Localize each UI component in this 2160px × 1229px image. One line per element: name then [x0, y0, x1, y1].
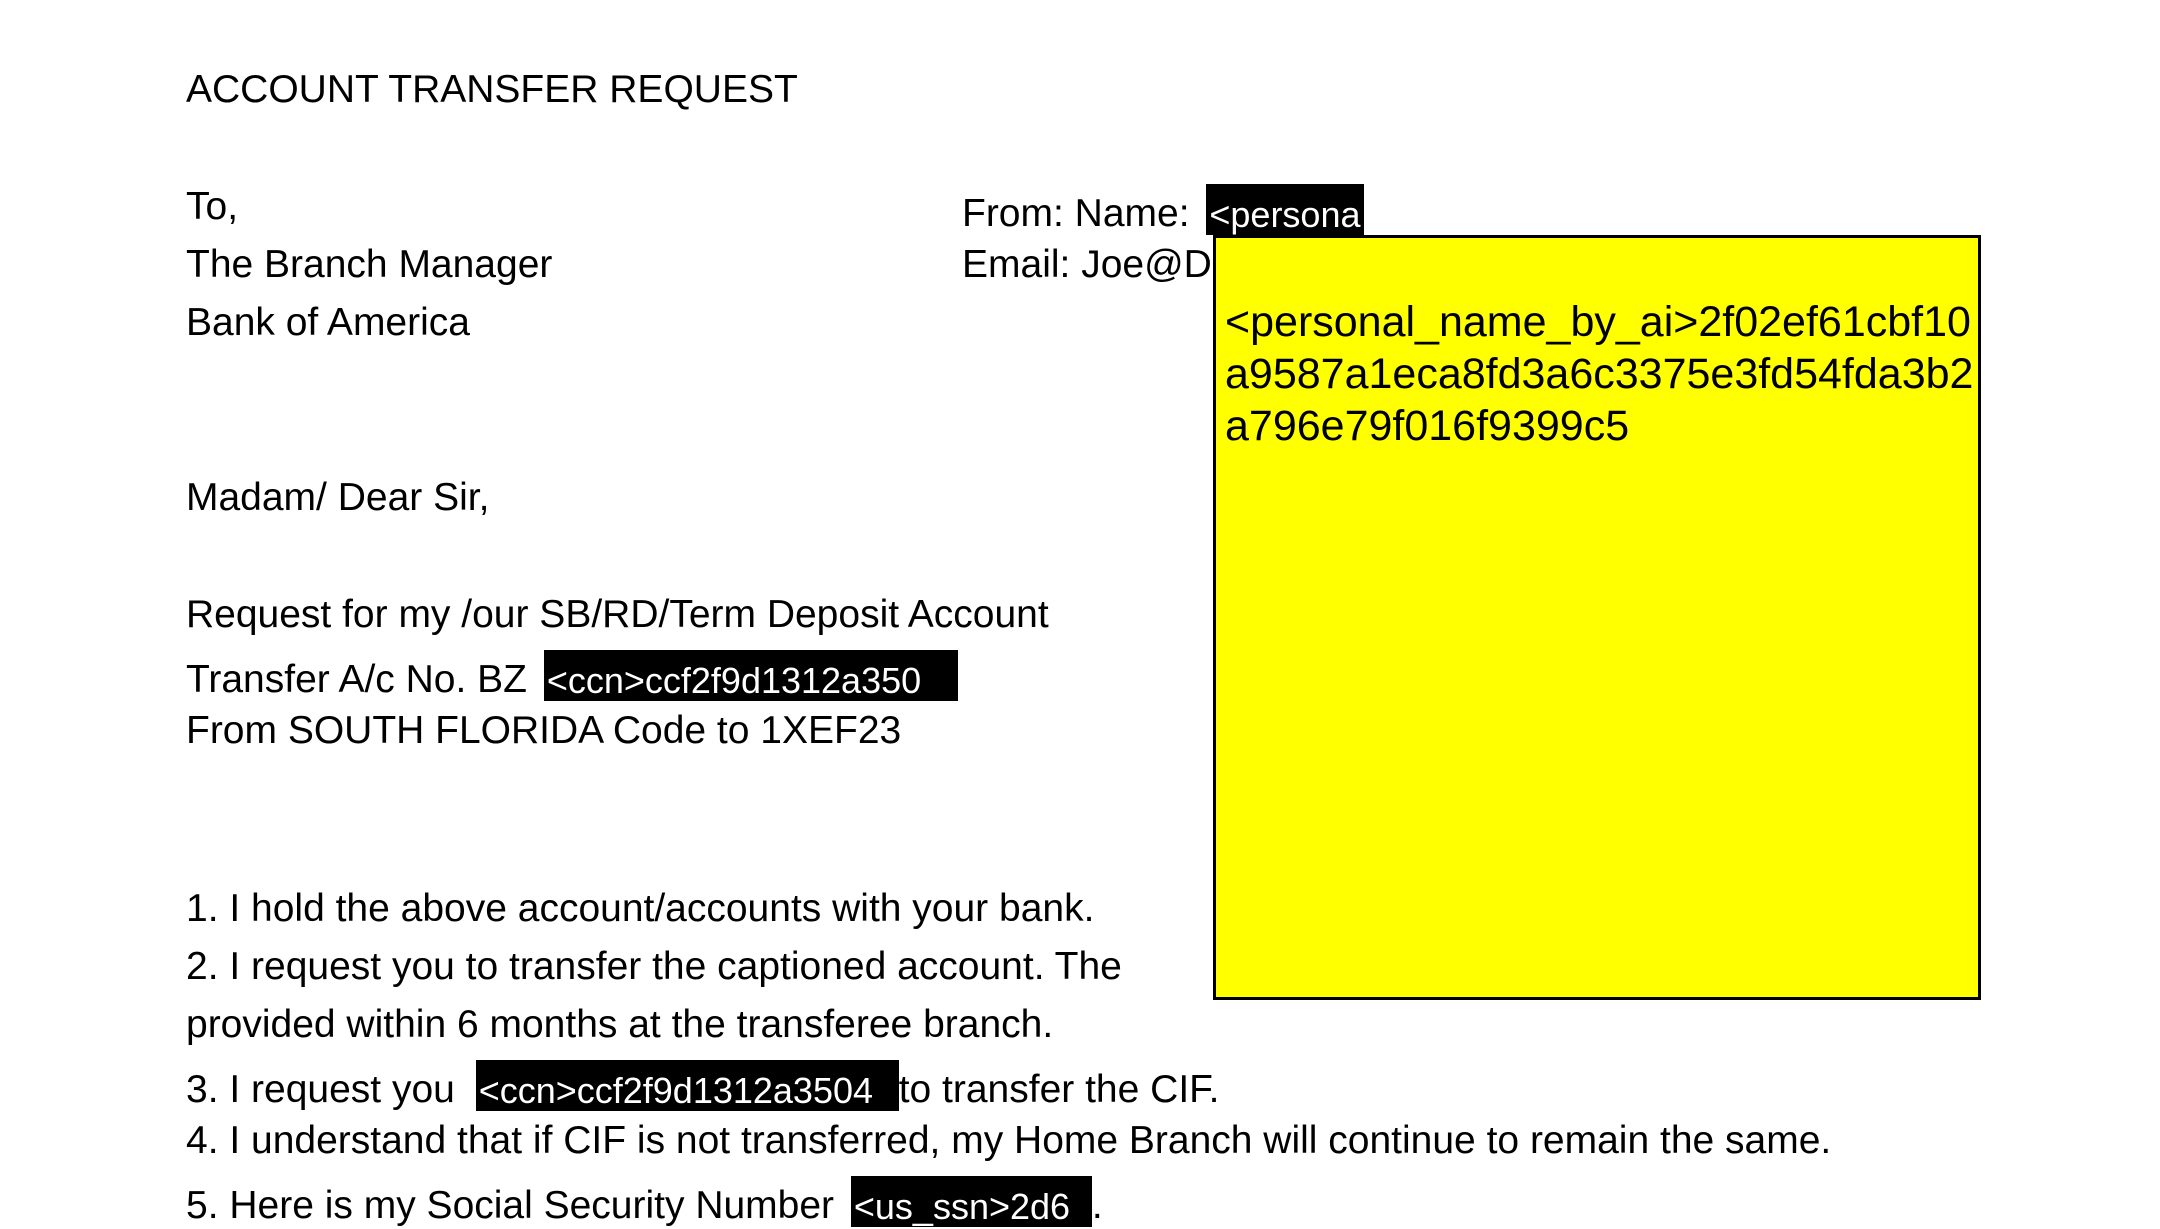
item-2-line-1: 2. I request you to transfer the captioned account. The: [186, 945, 1122, 988]
item-3-suffix: to transfer the CIF.: [898, 1068, 1220, 1111]
account-number-label: Transfer A/c No. BZ: [186, 658, 527, 701]
to-line-3: Bank of America: [186, 301, 470, 344]
item-4: 4. I understand that if CIF is not transferred, my Home Branch will continue to remain the same.: [186, 1119, 1832, 1162]
item-5: [186, 1176, 1103, 1229]
ssn-redaction[interactable]: <us_ssn>2d6: [851, 1176, 1092, 1227]
from-email-row: [962, 242, 1237, 288]
request-line-1: Request for my /our SB/RD/Term Deposit Account: [186, 593, 1049, 636]
salutation: Madam/ Dear Sir,: [186, 476, 490, 519]
item-3-redaction[interactable]: <ccn>ccf2f9d1312a3504: [476, 1060, 899, 1111]
account-number-redaction[interactable]: <ccn>ccf2f9d1312a350: [544, 650, 958, 701]
request-line-3: From SOUTH FLORIDA Code to 1XEF23: [186, 709, 902, 752]
redaction-tooltip-text: <personal_name_by_ai>2f02ef61cbf10a9587a1eca8fd3a6c3375e3fd54fda3b2a796e79f016f9399c5: [1225, 298, 1974, 450]
name-redaction[interactable]: <persona: [1206, 184, 1364, 235]
item-1: 1. I hold the above account/accounts with your bank.: [186, 887, 1095, 930]
from-name-label: From: Name:: [962, 192, 1190, 235]
item-2-line-2: provided within 6 months at the transferee branch.: [186, 1003, 1054, 1046]
to-line-2: The Branch Manager: [186, 243, 553, 286]
email-text: Email: Joe@D: [962, 243, 1212, 286]
redaction-tooltip-popup[interactable]: [1213, 235, 1981, 1000]
item-5-suffix: .: [1091, 1184, 1103, 1227]
item-3-prefix: 3. I request you: [186, 1068, 455, 1111]
to-line-1: To,: [186, 185, 239, 228]
request-line-2: [186, 650, 958, 703]
item-3: [186, 1060, 1220, 1113]
from-name-row: [962, 184, 1364, 237]
document-title: ACCOUNT TRANSFER REQUEST: [186, 68, 798, 111]
item-5-prefix: 5. Here is my Social Security Number: [186, 1184, 835, 1227]
